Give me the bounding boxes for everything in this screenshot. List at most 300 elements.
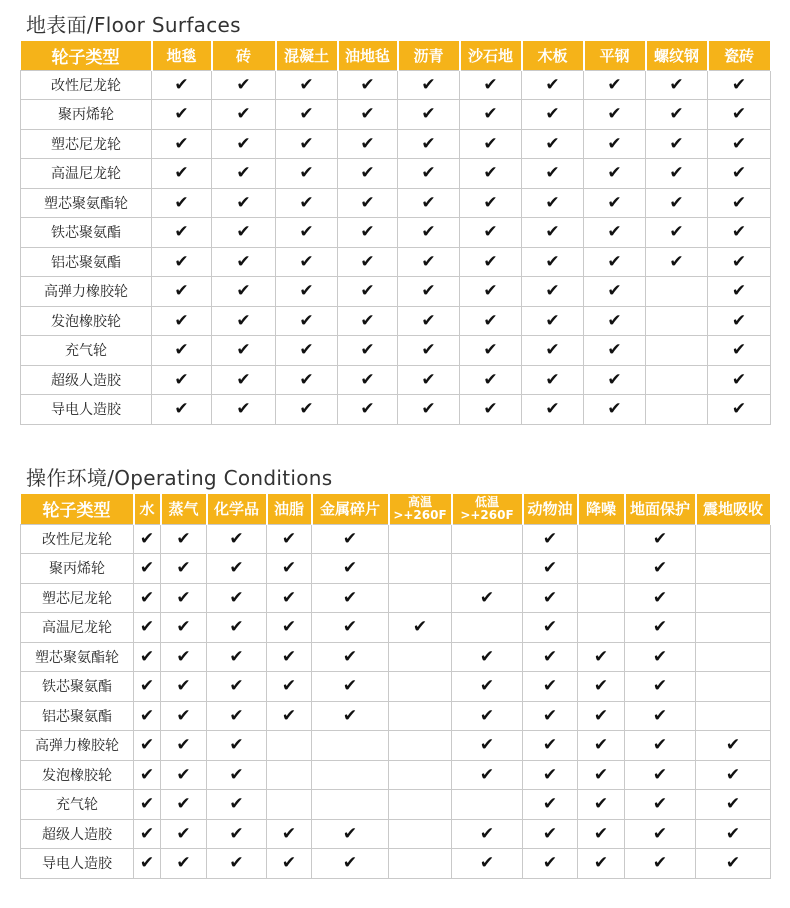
operating-conditions-table [20,494,772,879]
check-icon: ✔ [625,583,696,613]
table-row [21,277,771,307]
table-row [21,790,771,820]
check-icon: ✔ [708,336,771,366]
check-icon: ✔ [522,100,584,130]
check-icon: ✔ [338,129,398,159]
wheel-type-label: 充气轮 [21,790,134,820]
check-icon: ✔ [207,524,267,554]
wheel-type-label: 高弹力橡胶轮 [21,277,152,307]
check-icon: ✔ [584,395,646,425]
empty-cell [696,701,771,731]
empty-cell [696,524,771,554]
check-icon: ✔ [578,672,625,702]
empty-cell [578,554,625,584]
check-icon: ✔ [696,790,771,820]
check-icon: ✔ [460,188,522,218]
check-icon: ✔ [152,395,212,425]
check-icon: ✔ [267,642,312,672]
check-icon: ✔ [161,790,207,820]
table-row [21,129,771,159]
check-icon: ✔ [522,365,584,395]
check-icon: ✔ [152,218,212,248]
check-icon: ✔ [708,395,771,425]
check-icon: ✔ [625,701,696,731]
check-icon: ✔ [523,731,578,761]
check-icon: ✔ [398,159,460,189]
check-icon: ✔ [312,554,389,584]
empty-cell [646,395,708,425]
check-icon: ✔ [523,760,578,790]
empty-cell [646,365,708,395]
check-icon: ✔ [578,849,625,879]
empty-cell [696,613,771,643]
check-icon: ✔ [708,129,771,159]
table-row [21,524,771,554]
check-icon: ✔ [207,701,267,731]
check-icon: ✔ [452,849,523,879]
operating-header-wheel-type: 轮子类型 [21,494,134,524]
table-row [21,760,771,790]
check-icon: ✔ [398,247,460,277]
operating-header-col-5: 金属碎片 [312,494,389,524]
check-icon: ✔ [584,70,646,100]
check-icon: ✔ [398,365,460,395]
check-icon: ✔ [338,306,398,336]
empty-cell [578,583,625,613]
empty-cell [389,760,452,790]
check-icon: ✔ [134,701,161,731]
check-icon: ✔ [338,100,398,130]
check-icon: ✔ [584,247,646,277]
empty-cell [267,731,312,761]
check-icon: ✔ [134,642,161,672]
wheel-type-label: 聚丙烯轮 [21,100,152,130]
check-icon: ✔ [134,731,161,761]
wheel-type-label: 改性尼龙轮 [21,70,152,100]
operating-header-col-9: 降噪 [578,494,625,524]
check-icon: ✔ [312,524,389,554]
wheel-type-label: 塑芯尼龙轮 [21,583,134,613]
check-icon: ✔ [276,100,338,130]
check-icon: ✔ [152,159,212,189]
check-icon: ✔ [276,365,338,395]
check-icon: ✔ [646,129,708,159]
table-row [21,819,771,849]
check-icon: ✔ [460,395,522,425]
check-icon: ✔ [460,100,522,130]
check-icon: ✔ [207,760,267,790]
check-icon: ✔ [646,188,708,218]
empty-cell [696,583,771,613]
table-row [21,672,771,702]
empty-cell [646,306,708,336]
check-icon: ✔ [578,731,625,761]
check-icon: ✔ [578,819,625,849]
check-icon: ✔ [276,188,338,218]
check-icon: ✔ [338,395,398,425]
operating-header-col-4: 油脂 [267,494,312,524]
check-icon: ✔ [207,790,267,820]
check-icon: ✔ [578,642,625,672]
check-icon: ✔ [161,760,207,790]
empty-cell [389,583,452,613]
check-icon: ✔ [460,70,522,100]
operating-header-row [21,494,771,524]
check-icon: ✔ [312,583,389,613]
check-icon: ✔ [338,188,398,218]
check-icon: ✔ [398,188,460,218]
table-row [21,365,771,395]
check-icon: ✔ [152,247,212,277]
check-icon: ✔ [584,159,646,189]
wheel-type-label: 导电人造胶 [21,395,152,425]
check-icon: ✔ [522,218,584,248]
floor-header-col-6: 沙石地 [460,41,522,70]
check-icon: ✔ [523,524,578,554]
check-icon: ✔ [522,247,584,277]
check-icon: ✔ [708,365,771,395]
table-row [21,395,771,425]
table-row [21,701,771,731]
floor-header-col-5: 沥青 [398,41,460,70]
check-icon: ✔ [338,218,398,248]
check-icon: ✔ [207,849,267,879]
check-icon: ✔ [523,819,578,849]
check-icon: ✔ [584,306,646,336]
table-row [21,731,771,761]
operating-header-col-11: 震地吸收 [696,494,771,524]
check-icon: ✔ [625,790,696,820]
check-icon: ✔ [276,277,338,307]
check-icon: ✔ [460,218,522,248]
check-icon: ✔ [523,583,578,613]
check-icon: ✔ [584,100,646,130]
check-icon: ✔ [522,336,584,366]
check-icon: ✔ [212,159,276,189]
operating-header-col-10: 地面保护 [625,494,696,524]
check-icon: ✔ [276,336,338,366]
check-icon: ✔ [523,672,578,702]
check-icon: ✔ [152,100,212,130]
empty-cell [452,524,523,554]
floor-header-col-4: 油地毡 [338,41,398,70]
check-icon: ✔ [267,672,312,702]
table-row [21,159,771,189]
check-icon: ✔ [134,613,161,643]
check-icon: ✔ [625,760,696,790]
empty-cell [389,672,452,702]
check-icon: ✔ [522,277,584,307]
check-icon: ✔ [523,613,578,643]
wheel-type-label: 铁芯聚氨酯 [21,218,152,248]
table-row [21,70,771,100]
check-icon: ✔ [696,731,771,761]
check-icon: ✔ [161,819,207,849]
wheel-type-label: 铝芯聚氨酯 [21,701,134,731]
check-icon: ✔ [276,395,338,425]
check-icon: ✔ [276,70,338,100]
check-icon: ✔ [161,701,207,731]
operating-header-col-2: 蒸气 [161,494,207,524]
operating-header-col-7: 低温 >+260F [452,494,523,524]
check-icon: ✔ [708,306,771,336]
empty-cell [578,524,625,554]
check-icon: ✔ [584,218,646,248]
empty-cell [646,336,708,366]
check-icon: ✔ [584,336,646,366]
check-icon: ✔ [460,336,522,366]
check-icon: ✔ [646,100,708,130]
empty-cell [267,790,312,820]
check-icon: ✔ [452,819,523,849]
wheel-type-label: 充气轮 [21,336,152,366]
check-icon: ✔ [398,70,460,100]
check-icon: ✔ [696,849,771,879]
empty-cell [389,701,452,731]
check-icon: ✔ [212,129,276,159]
check-icon: ✔ [398,306,460,336]
wheel-type-label: 塑芯聚氨酯轮 [21,188,152,218]
check-icon: ✔ [134,790,161,820]
check-icon: ✔ [312,642,389,672]
check-icon: ✔ [207,642,267,672]
check-icon: ✔ [646,70,708,100]
check-icon: ✔ [522,129,584,159]
check-icon: ✔ [338,159,398,189]
check-icon: ✔ [312,672,389,702]
check-icon: ✔ [452,731,523,761]
check-icon: ✔ [708,159,771,189]
empty-cell [389,524,452,554]
check-icon: ✔ [625,672,696,702]
wheel-type-label: 铝芯聚氨酯 [21,247,152,277]
check-icon: ✔ [578,790,625,820]
check-icon: ✔ [523,701,578,731]
check-icon: ✔ [523,554,578,584]
empty-cell [312,790,389,820]
check-icon: ✔ [276,159,338,189]
check-icon: ✔ [267,819,312,849]
floor-surfaces-title: 地表面/Floor Surfaces [26,13,241,37]
check-icon: ✔ [625,819,696,849]
check-icon: ✔ [267,583,312,613]
empty-cell [312,760,389,790]
wheel-type-label: 塑芯聚氨酯轮 [21,642,134,672]
wheel-type-label: 超级人造胶 [21,365,152,395]
empty-cell [267,760,312,790]
check-icon: ✔ [584,365,646,395]
empty-cell [696,642,771,672]
check-icon: ✔ [207,819,267,849]
operating-conditions-title: 操作环境/Operating Conditions [26,466,333,490]
check-icon: ✔ [625,642,696,672]
check-icon: ✔ [161,849,207,879]
check-icon: ✔ [522,395,584,425]
table-row [21,188,771,218]
table-row [21,554,771,584]
empty-cell [696,672,771,702]
check-icon: ✔ [212,395,276,425]
check-icon: ✔ [460,159,522,189]
wheel-type-label: 高弹力橡胶轮 [21,731,134,761]
floor-header-col-3: 混凝土 [276,41,338,70]
check-icon: ✔ [452,672,523,702]
empty-cell [452,554,523,584]
floor-header-col-10: 瓷砖 [708,41,771,70]
check-icon: ✔ [398,100,460,130]
check-icon: ✔ [212,188,276,218]
check-icon: ✔ [460,365,522,395]
check-icon: ✔ [625,613,696,643]
check-icon: ✔ [207,672,267,702]
check-icon: ✔ [207,583,267,613]
check-icon: ✔ [522,188,584,218]
empty-cell [452,790,523,820]
table-row [21,613,771,643]
check-icon: ✔ [312,613,389,643]
floor-header-col-9: 螺纹钢 [646,41,708,70]
check-icon: ✔ [338,336,398,366]
floor-header-row [21,41,771,70]
floor-header-wheel-type: 轮子类型 [21,41,152,70]
check-icon: ✔ [161,524,207,554]
check-icon: ✔ [398,395,460,425]
check-icon: ✔ [212,100,276,130]
empty-cell [389,554,452,584]
check-icon: ✔ [460,277,522,307]
check-icon: ✔ [207,613,267,643]
wheel-type-label: 导电人造胶 [21,849,134,879]
check-icon: ✔ [312,701,389,731]
check-icon: ✔ [578,760,625,790]
check-icon: ✔ [696,819,771,849]
check-icon: ✔ [134,524,161,554]
check-icon: ✔ [398,277,460,307]
check-icon: ✔ [207,731,267,761]
operating-header-col-1: 水 [134,494,161,524]
check-icon: ✔ [460,129,522,159]
check-icon: ✔ [460,247,522,277]
empty-cell [389,731,452,761]
table-row [21,218,771,248]
floor-surfaces-table [20,41,772,425]
empty-cell [452,613,523,643]
wheel-type-label: 高温尼龙轮 [21,613,134,643]
check-icon: ✔ [134,554,161,584]
table-row [21,849,771,879]
check-icon: ✔ [338,365,398,395]
check-icon: ✔ [708,100,771,130]
check-icon: ✔ [398,336,460,366]
check-icon: ✔ [708,218,771,248]
floor-header-col-8: 平钢 [584,41,646,70]
check-icon: ✔ [312,849,389,879]
operating-header-col-8: 动物油 [523,494,578,524]
check-icon: ✔ [708,277,771,307]
check-icon: ✔ [212,70,276,100]
wheel-type-label: 铁芯聚氨酯 [21,672,134,702]
check-icon: ✔ [452,760,523,790]
table-row [21,247,771,277]
check-icon: ✔ [398,218,460,248]
wheel-type-label: 塑芯尼龙轮 [21,129,152,159]
check-icon: ✔ [267,524,312,554]
check-icon: ✔ [578,701,625,731]
check-icon: ✔ [276,247,338,277]
check-icon: ✔ [625,524,696,554]
empty-cell [578,613,625,643]
check-icon: ✔ [522,70,584,100]
check-icon: ✔ [625,731,696,761]
check-icon: ✔ [398,129,460,159]
check-icon: ✔ [452,642,523,672]
operating-header-col-3: 化学品 [207,494,267,524]
check-icon: ✔ [152,277,212,307]
wheel-type-label: 超级人造胶 [21,819,134,849]
check-icon: ✔ [161,672,207,702]
operating-header-col-6: 高温 >+260F [389,494,452,524]
check-icon: ✔ [134,672,161,702]
wheel-type-label: 发泡橡胶轮 [21,760,134,790]
empty-cell [389,790,452,820]
check-icon: ✔ [134,819,161,849]
check-icon: ✔ [708,188,771,218]
empty-cell [696,554,771,584]
check-icon: ✔ [646,159,708,189]
check-icon: ✔ [267,849,312,879]
check-icon: ✔ [584,188,646,218]
check-icon: ✔ [212,277,276,307]
check-icon: ✔ [708,70,771,100]
check-icon: ✔ [212,336,276,366]
check-icon: ✔ [338,70,398,100]
check-icon: ✔ [625,554,696,584]
table-row [21,100,771,130]
check-icon: ✔ [312,819,389,849]
check-icon: ✔ [708,247,771,277]
check-icon: ✔ [276,129,338,159]
check-icon: ✔ [152,70,212,100]
wheel-type-label: 聚丙烯轮 [21,554,134,584]
check-icon: ✔ [134,760,161,790]
empty-cell [389,849,452,879]
floor-header-col-7: 木板 [522,41,584,70]
check-icon: ✔ [161,613,207,643]
table-row [21,583,771,613]
table-row [21,642,771,672]
empty-cell [312,731,389,761]
floor-header-col-2: 砖 [212,41,276,70]
wheel-type-label: 发泡橡胶轮 [21,306,152,336]
empty-cell [389,819,452,849]
check-icon: ✔ [212,247,276,277]
table-row [21,306,771,336]
check-icon: ✔ [212,306,276,336]
check-icon: ✔ [161,642,207,672]
check-icon: ✔ [134,849,161,879]
check-icon: ✔ [646,247,708,277]
check-icon: ✔ [522,306,584,336]
check-icon: ✔ [460,306,522,336]
check-icon: ✔ [134,583,161,613]
check-icon: ✔ [161,554,207,584]
check-icon: ✔ [152,129,212,159]
empty-cell [389,642,452,672]
check-icon: ✔ [212,365,276,395]
check-icon: ✔ [161,583,207,613]
check-icon: ✔ [152,365,212,395]
check-icon: ✔ [523,642,578,672]
